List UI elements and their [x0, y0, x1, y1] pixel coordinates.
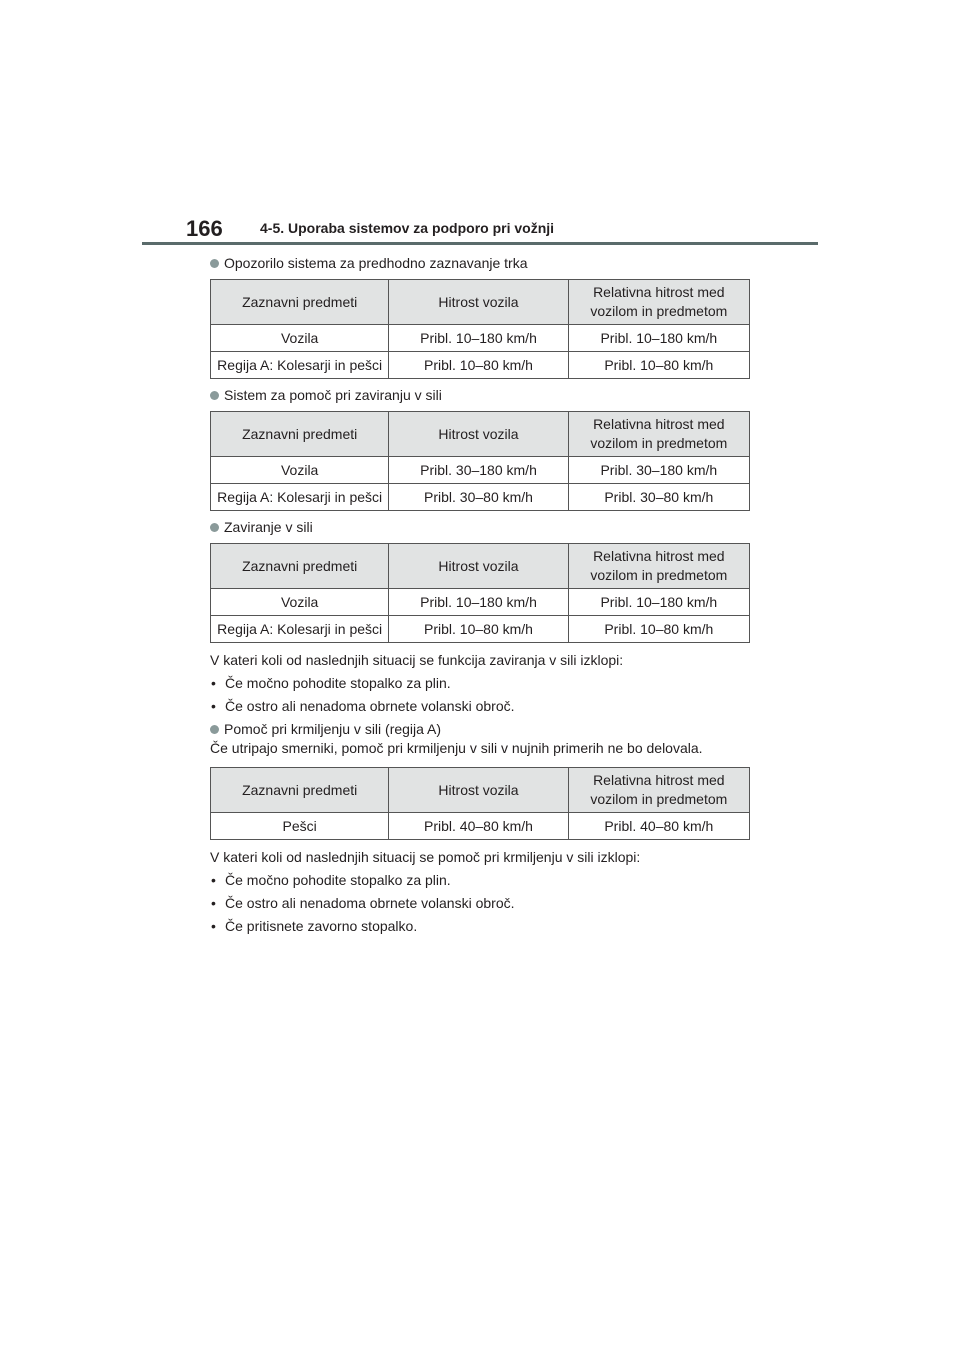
table-cell: Pribl. 30–180 km/h: [389, 457, 568, 484]
column-header-line: vozilom in predmetom: [590, 791, 728, 807]
table-row: [211, 616, 750, 643]
section-heading-text: Sistem za pomoč pri zaviranju v sili: [224, 387, 442, 403]
table-cell: Pešci: [211, 813, 389, 840]
column-header-vehicle-speed: Hitrost vozila: [389, 280, 568, 325]
column-header-relative-speed: [568, 412, 749, 457]
table-row: [211, 589, 750, 616]
list-bullet: •: [211, 698, 216, 714]
list-item-text: Če pritisnete zavorno stopalko.: [225, 918, 418, 934]
page-header: [142, 212, 818, 246]
table-header-row: [211, 768, 750, 813]
list-bullet: •: [211, 918, 216, 934]
section-heading: [210, 720, 755, 738]
paragraph: V kateri koli od naslednjih situacij se pomoč pri krmiljenju v sili izklopi:: [210, 849, 641, 865]
list-item: [210, 697, 755, 715]
table-cell: Pribl. 10–80 km/h: [389, 352, 568, 379]
column-header-line: Relativna hitrost med: [593, 548, 725, 564]
list-bullet: •: [211, 872, 216, 888]
page-content: [210, 254, 755, 935]
list-item: [210, 917, 755, 935]
table-cell: Pribl. 40–80 km/h: [389, 813, 568, 840]
column-header-relative-speed: [568, 544, 749, 589]
column-header-line: Relativna hitrost med: [593, 416, 725, 432]
table-cell: Pribl. 10–180 km/h: [568, 589, 749, 616]
table-cell: Vozila: [211, 457, 389, 484]
table-row: [211, 352, 750, 379]
table-cell: Pribl. 10–180 km/h: [389, 589, 568, 616]
speed-table: [210, 411, 750, 511]
column-header-line: vozilom in predmetom: [590, 303, 728, 319]
page-number: 166: [186, 216, 223, 241]
column-header-objects: Zaznavni predmeti: [211, 768, 389, 813]
chapter-title: 4-5. Uporaba sistemov za podporo pri vožnji: [260, 220, 555, 236]
table-cell: Pribl. 10–80 km/h: [389, 616, 568, 643]
paragraph: V kateri koli od naslednjih situacij se funkcija zaviranja v sili izklopi:: [210, 652, 624, 668]
table-cell: Regija A: Kolesarji in pešci: [211, 352, 389, 379]
paragraph: Če utripajo smerniki, pomoč pri krmiljenju v sili v nujnih primerih ne bo delovala.: [210, 740, 703, 756]
bullet-icon: [210, 725, 219, 734]
table-cell: Pribl. 10–180 km/h: [568, 325, 749, 352]
table-cell: Vozila: [211, 325, 389, 352]
column-header-relative-speed: [568, 768, 749, 813]
column-header-line: vozilom in predmetom: [590, 567, 728, 583]
table-cell: Pribl. 40–80 km/h: [568, 813, 749, 840]
table-cell: Pribl. 10–80 km/h: [568, 352, 749, 379]
table-row: [211, 484, 750, 511]
section-heading-text: Pomoč pri krmiljenju v sili (regija A): [224, 721, 442, 737]
list-bullet: •: [211, 895, 216, 911]
list-item: [210, 674, 755, 692]
table-cell: Pribl. 30–180 km/h: [568, 457, 749, 484]
list-item: [210, 894, 755, 912]
list-item-text: Če močno pohodite stopalko za plin.: [225, 675, 451, 691]
column-header-vehicle-speed: Hitrost vozila: [389, 412, 568, 457]
table-cell: Regija A: Kolesarji in pešci: [211, 616, 389, 643]
column-header-vehicle-speed: Hitrost vozila: [389, 768, 568, 813]
section-heading-text: Opozorilo sistema za predhodno zaznavanje trka: [224, 255, 528, 271]
list-item-text: Če močno pohodite stopalko za plin.: [225, 872, 451, 888]
speed-table: [210, 543, 750, 643]
table-cell: Pribl. 10–180 km/h: [389, 325, 568, 352]
table-header-row: [211, 280, 750, 325]
section-heading-text: Zaviranje v sili: [224, 519, 313, 535]
bullet-icon: [210, 523, 219, 532]
header-rule: [142, 242, 818, 245]
list-item-text: Če ostro ali nenadoma obrnete volanski obroč.: [225, 895, 515, 911]
section-heading: [210, 518, 755, 536]
column-header-line: Relativna hitrost med: [593, 284, 725, 300]
table-row: [211, 457, 750, 484]
table-header-row: [211, 412, 750, 457]
table-cell: Pribl. 10–80 km/h: [568, 616, 749, 643]
table-cell: Regija A: Kolesarji in pešci: [211, 484, 389, 511]
table-header-row: [211, 544, 750, 589]
table-cell: Vozila: [211, 589, 389, 616]
bullet-icon: [210, 259, 219, 268]
column-header-objects: Zaznavni predmeti: [211, 544, 389, 589]
table-cell: Pribl. 30–80 km/h: [389, 484, 568, 511]
column-header-relative-speed: [568, 280, 749, 325]
column-header-objects: Zaznavni predmeti: [211, 412, 389, 457]
table-cell: Pribl. 30–80 km/h: [568, 484, 749, 511]
section-heading: [210, 254, 755, 272]
bullet-icon: [210, 391, 219, 400]
column-header-objects: Zaznavni predmeti: [211, 280, 389, 325]
column-header-line: Relativna hitrost med: [593, 772, 725, 788]
column-header-line: vozilom in predmetom: [590, 435, 728, 451]
list-bullet: •: [211, 675, 216, 691]
column-header-vehicle-speed: Hitrost vozila: [389, 544, 568, 589]
table-row: [211, 325, 750, 352]
speed-table: [210, 279, 750, 379]
section-heading: [210, 386, 755, 404]
list-item-text: Če ostro ali nenadoma obrnete volanski obroč.: [225, 698, 515, 714]
table-row: [211, 813, 750, 840]
list-item: [210, 871, 755, 889]
speed-table: [210, 767, 750, 840]
